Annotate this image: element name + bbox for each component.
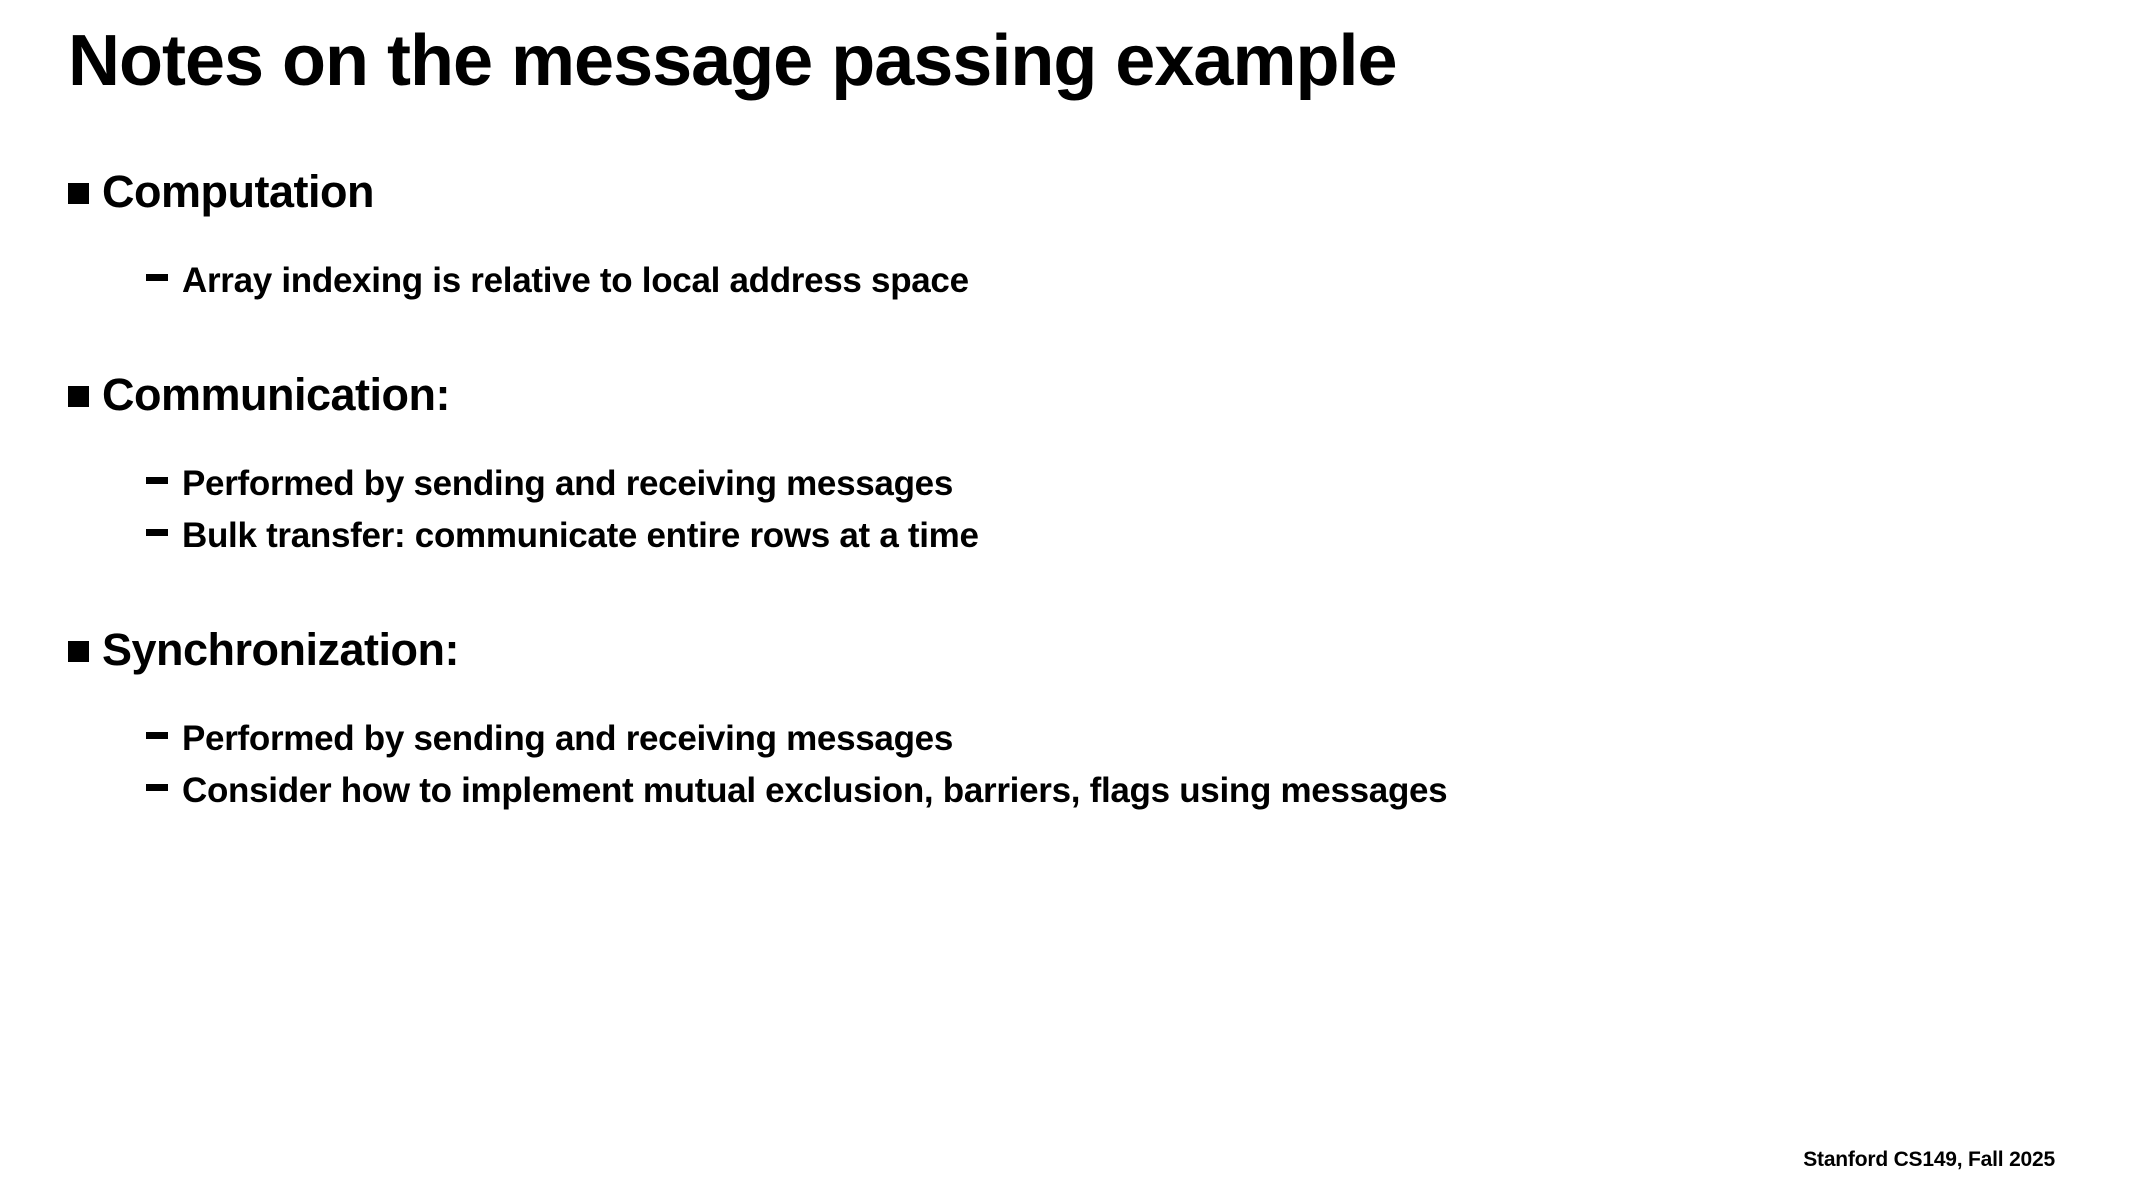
bullet-group-computation xyxy=(68,165,2058,302)
sub-bullet xyxy=(146,770,2058,812)
bullet-heading xyxy=(68,623,2058,676)
slide-footer: Stanford CS149, Fall 2025 xyxy=(1803,1148,2055,1171)
dash-bullet-icon xyxy=(146,260,182,281)
sub-bullet xyxy=(146,515,2058,557)
page-title: Notes on the message passing example xyxy=(68,21,1397,101)
bullet-group-communication xyxy=(68,368,2058,557)
bullet-heading-label: Computation xyxy=(102,166,374,217)
sub-bullet xyxy=(146,463,2058,505)
square-bullet-icon xyxy=(68,368,102,407)
sub-bullet-label: Performed by sending and receiving messages xyxy=(182,719,953,759)
sub-bullet-label: Performed by sending and receiving messages xyxy=(182,464,953,504)
dash-bullet-icon xyxy=(146,463,182,484)
square-bullet-icon xyxy=(68,623,102,662)
slide-body xyxy=(68,165,2058,852)
bullet-heading-label: Communication: xyxy=(102,369,450,421)
square-bullet-icon xyxy=(68,165,102,204)
sub-bullet-label: Bulk transfer: communicate entire rows at a time xyxy=(182,516,979,556)
dash-bullet-icon xyxy=(146,515,182,536)
sub-bullet-label: Array indexing is relative to local address space xyxy=(182,261,969,301)
dash-bullet-icon xyxy=(146,718,182,739)
bullet-heading-label: Synchronization: xyxy=(102,624,460,676)
dash-bullet-icon xyxy=(146,770,182,791)
bullet-heading xyxy=(68,368,2058,421)
sub-bullet-label: Consider how to implement mutual exclusion, barriers, flags using messages xyxy=(182,771,1448,811)
sub-bullet xyxy=(146,718,2058,760)
bullet-group-synchronization xyxy=(68,623,2058,812)
sub-bullet xyxy=(146,260,2058,302)
bullet-heading xyxy=(68,165,2058,218)
